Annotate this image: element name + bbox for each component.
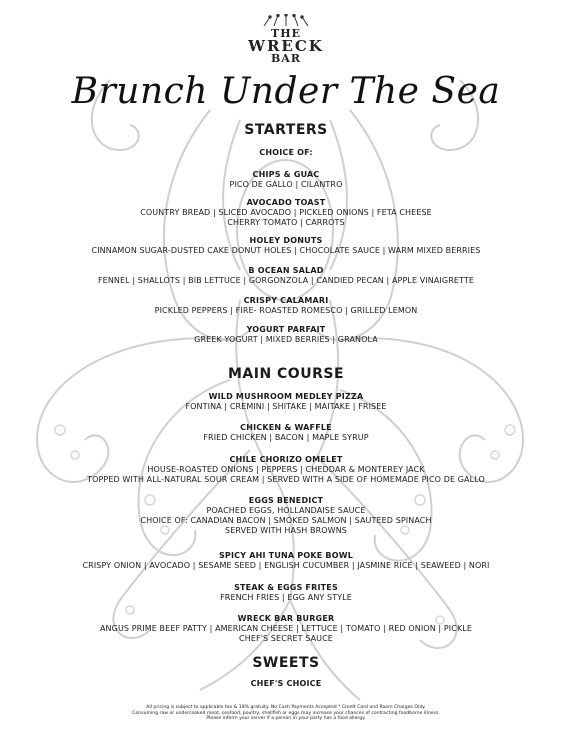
menu-item-name: B OCEAN SALAD bbox=[248, 266, 324, 275]
menu-item-name: STEAK & EGGS FRITES bbox=[234, 583, 338, 592]
logo-bar: BAR bbox=[271, 52, 301, 65]
menu-item-name: EGGS BENEDICT bbox=[248, 496, 324, 505]
menu-item-name: SPICY AHI TUNA POKE BOWL bbox=[218, 551, 354, 560]
menu-item bbox=[0, 679, 572, 689]
menu-item-description: CHOICE OF: CANADIAN BACON | SMOKED SALMON | SAUTEED SPINACH bbox=[140, 516, 432, 525]
menu-item bbox=[0, 198, 572, 228]
menu-item-description: PICKLED PEPPERS | FIRE- ROASTED ROMESCO | GRILLED LEMON bbox=[154, 306, 418, 315]
footer-disclaimer bbox=[0, 705, 572, 722]
menu-item bbox=[0, 236, 572, 256]
menu-item-name: AVOCADO TOAST bbox=[246, 198, 326, 207]
menu-item bbox=[0, 423, 572, 443]
menu-item-name: CRISPY CALAMARI bbox=[243, 296, 329, 305]
menu-item bbox=[0, 266, 572, 286]
choice-of-label bbox=[0, 148, 572, 158]
menu-title: Brunch Under The Sea bbox=[71, 71, 501, 112]
menu-item-name: CHICKEN & WAFFLE bbox=[240, 423, 332, 432]
sweets-heading: SWEETS bbox=[252, 655, 320, 671]
menu-item-description: CRISPY ONION | AVOCADO | SESAME SEED | ENGLISH CUCUMBER | JASMINE RICE | SEAWEED | NORI bbox=[82, 561, 490, 570]
menu-item bbox=[0, 551, 572, 571]
pricing-disclaimer: All pricing is subject to applicable tax & 18% gratuity. No Cash Payments Accepted * Credit Card and Room Charges Only. bbox=[146, 705, 426, 710]
main-course-heading: MAIN COURSE bbox=[227, 366, 345, 382]
menu-item-description: GREEK YOGURT | MIXED BERRIES | GRANOLA bbox=[194, 335, 378, 344]
menu-item-description: FRENCH FRIES | EGG ANY STYLE bbox=[220, 593, 352, 602]
starters-heading: STARTERS bbox=[244, 122, 328, 138]
menu-item-description: SERVED WITH HASH BROWNS bbox=[225, 526, 347, 535]
menu-item bbox=[0, 455, 572, 485]
menu-item-description: FENNEL | SHALLOTS | BIB LETTUCE | GORGONZOLA | CANDIED PECAN | APPLE VINAIGRETTE bbox=[97, 276, 474, 285]
menu-item-name: WRECK BAR BURGER bbox=[237, 614, 335, 623]
logo-the: THE bbox=[271, 27, 301, 40]
menu-item-name: CHIPS & GUAC bbox=[252, 170, 320, 179]
menu-item bbox=[0, 296, 572, 316]
menu-item-description: POACHED EGGS, HOLLANDAISE SAUCE bbox=[206, 506, 366, 515]
menu-item-description: TOPPED WITH ALL-NATURAL SOUR CREAM | SERVED WITH A SIDE OF HOMEMADE PICO DE GALLO bbox=[87, 475, 485, 484]
menu-item-description: FONTINA | CREMINI | SHITAKE | MAITAKE | FRISEE bbox=[185, 402, 387, 411]
menu-item-description: ANGUS PRIME BEEF PATTY | AMERICAN CHEESE | LETTUCE | TOMATO | RED ONION | PICKLE bbox=[99, 624, 472, 633]
menu-item bbox=[0, 170, 572, 190]
allergy-notice: Please inform your server if a person in your party has a food allergy. bbox=[206, 716, 366, 722]
trident-crown-icon bbox=[256, 14, 316, 28]
menu-item bbox=[0, 614, 572, 644]
menu-item-name: CHILE CHORIZO OMELET bbox=[229, 455, 343, 464]
foodborne-illness-warning: Consuming raw or undercooked meat, seafood, poultry, shellfish or eggs may increase your chances of contracting foodborne illness. bbox=[132, 710, 440, 716]
menu-item-name: WILD MUSHROOM MEDLEY PIZZA bbox=[208, 392, 364, 401]
logo-wreck: WRECK bbox=[248, 37, 324, 55]
menu-item-description: PICO DE GALLO | CILANTRO bbox=[229, 180, 343, 189]
menu-item bbox=[0, 583, 572, 603]
menu-item-description: HOUSE-ROASTED ONIONS | PEPPERS | CHEDDAR & MONTEREY JACK bbox=[147, 465, 425, 474]
wreck-bar-logo bbox=[0, 14, 572, 64]
menu-item-description: FRIED CHICKEN | BACON | MAPLE SYRUP bbox=[203, 433, 369, 442]
menu-item bbox=[0, 496, 572, 536]
menu-item bbox=[0, 325, 572, 345]
menu-item-description: CHERRY TOMATO | CARROTS bbox=[227, 218, 345, 227]
menu-item-description: CHEF'S SECRET SAUCE bbox=[239, 634, 333, 643]
menu-item-description: CINNAMON SUGAR-DUSTED CAKE DONUT HOLES | CHOCOLATE SAUCE | WARM MIXED BERRIES bbox=[91, 246, 481, 255]
choice-of-text: CHOICE OF: bbox=[259, 148, 313, 157]
menu-item-description: COUNTRY BREAD | SLICED AVOCADO | PICKLED ONIONS | FETA CHEESE bbox=[140, 208, 432, 217]
menu-item-name: HOLEY DONUTS bbox=[249, 236, 323, 245]
menu-item-name: YOGURT PARFAIT bbox=[246, 325, 326, 334]
menu-item-name: CHEF'S CHOICE bbox=[250, 679, 322, 688]
menu-item bbox=[0, 392, 572, 412]
